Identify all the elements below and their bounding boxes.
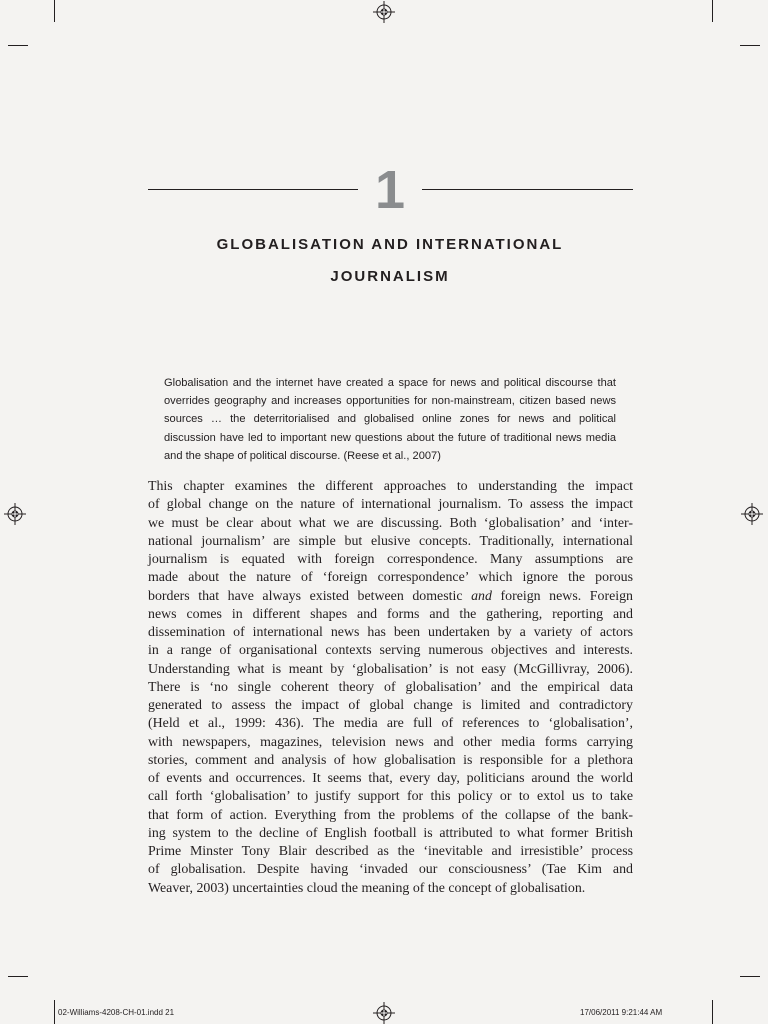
crop-mark (712, 1000, 713, 1024)
body-line: ing system to the decline of English football is attributed to what former British (148, 825, 633, 841)
body-line: (Held et al., 1999: 436). The media are full of references to ‘globalisation’, (148, 716, 633, 732)
body-line-with-emphasis: borders that have always existed between domestic and foreign news. Foreign (148, 588, 633, 604)
body-line: Understanding what is meant by ‘globalisation’ is not easy (McGillivray, 2006). (148, 661, 633, 677)
body-line: There is ‘no single coherent theory of globalisation’ and the empirical data (148, 679, 633, 695)
body-line: we must be clear about what we are discussing. Both ‘globalisation’ and ‘inter- (148, 515, 633, 531)
body-line: stories, comment and analysis of how globalisation is responsible for a plethora (148, 752, 633, 768)
chapter-title-line-2: JOURNALISM (330, 268, 450, 285)
registration-mark-icon (373, 1002, 395, 1024)
body-line: of events and occurrences. It seems that, every day, politicians around the world (148, 771, 633, 786)
registration-mark-icon (373, 1, 395, 23)
crop-mark (8, 976, 28, 977)
body-line: with newspapers, magazines, television news and other media forms carrying (148, 734, 633, 750)
body-line: journalism is equated with foreign correspondence. Many assumptions are (148, 552, 633, 567)
crop-mark (54, 1000, 55, 1024)
body-line: dissemination of international news has been undertaken by a variety of actors (148, 625, 633, 640)
body-line: national journalism’ are simple but elusive concepts. Traditionally, international (148, 533, 633, 549)
slug-datetime: 17/06/2011 9:21:44 AM (580, 1008, 663, 1017)
registration-mark-icon (4, 503, 26, 525)
body-line: in a range of organisational contexts serving numerous objectives and interests. (148, 643, 633, 659)
body-line: Weaver, 2003) uncertainties cloud the meaning of the concept of globalisation. (148, 880, 586, 896)
body-text (148, 478, 633, 898)
body-line: that form of action. Everything from the problems of the collapse of the bank- (148, 807, 633, 823)
body-line: made about the nature of ‘foreign correspondence’ which ignore the porous (148, 570, 633, 586)
epigraph-quote: Globalisation and the internet have created a space for news and political discourse that overrides geography and increases opportunities for non-mainstream, citizen based news sources … the deterritorialised and globalised online zones for news and political discussion have led to important new questions about the future of traditional news media and the shape of political discourse. (Reese et al., 2007) (164, 377, 616, 462)
body-line: news comes in different shapes and forms and the gathering, reporting and (148, 606, 633, 622)
crop-mark (8, 45, 28, 46)
body-line: of global change on the nature of international journalism. To assess the impact (148, 497, 633, 513)
crop-mark (740, 45, 760, 46)
body-line: generated to assess the impact of global change is limited and contradictory (148, 698, 633, 713)
chapter-rule-left (148, 189, 358, 190)
slug-filename: 02-Williams-4208-CH-01.indd 21 (58, 1008, 175, 1017)
crop-mark (54, 0, 55, 22)
body-line: This chapter examines the different approaches to understanding the impact (148, 479, 633, 494)
crop-mark (740, 976, 760, 977)
body-line: Prime Minster Tony Blair described as the ‘inevitable and irresistible’ process (148, 844, 633, 859)
registration-mark-icon (741, 503, 763, 525)
body-line: of globalisation. Despite having ‘invaded our consciousness’ (Tae Kim and (148, 862, 633, 878)
body-line: call forth ‘globalisation’ to justify support for this policy or to extol us to take (148, 789, 633, 805)
chapter-title-line-1: GLOBALISATION AND INTERNATIONAL (216, 236, 564, 253)
crop-mark (712, 0, 713, 22)
chapter-rule-right (422, 189, 633, 190)
chapter-number: 1 (374, 160, 406, 220)
